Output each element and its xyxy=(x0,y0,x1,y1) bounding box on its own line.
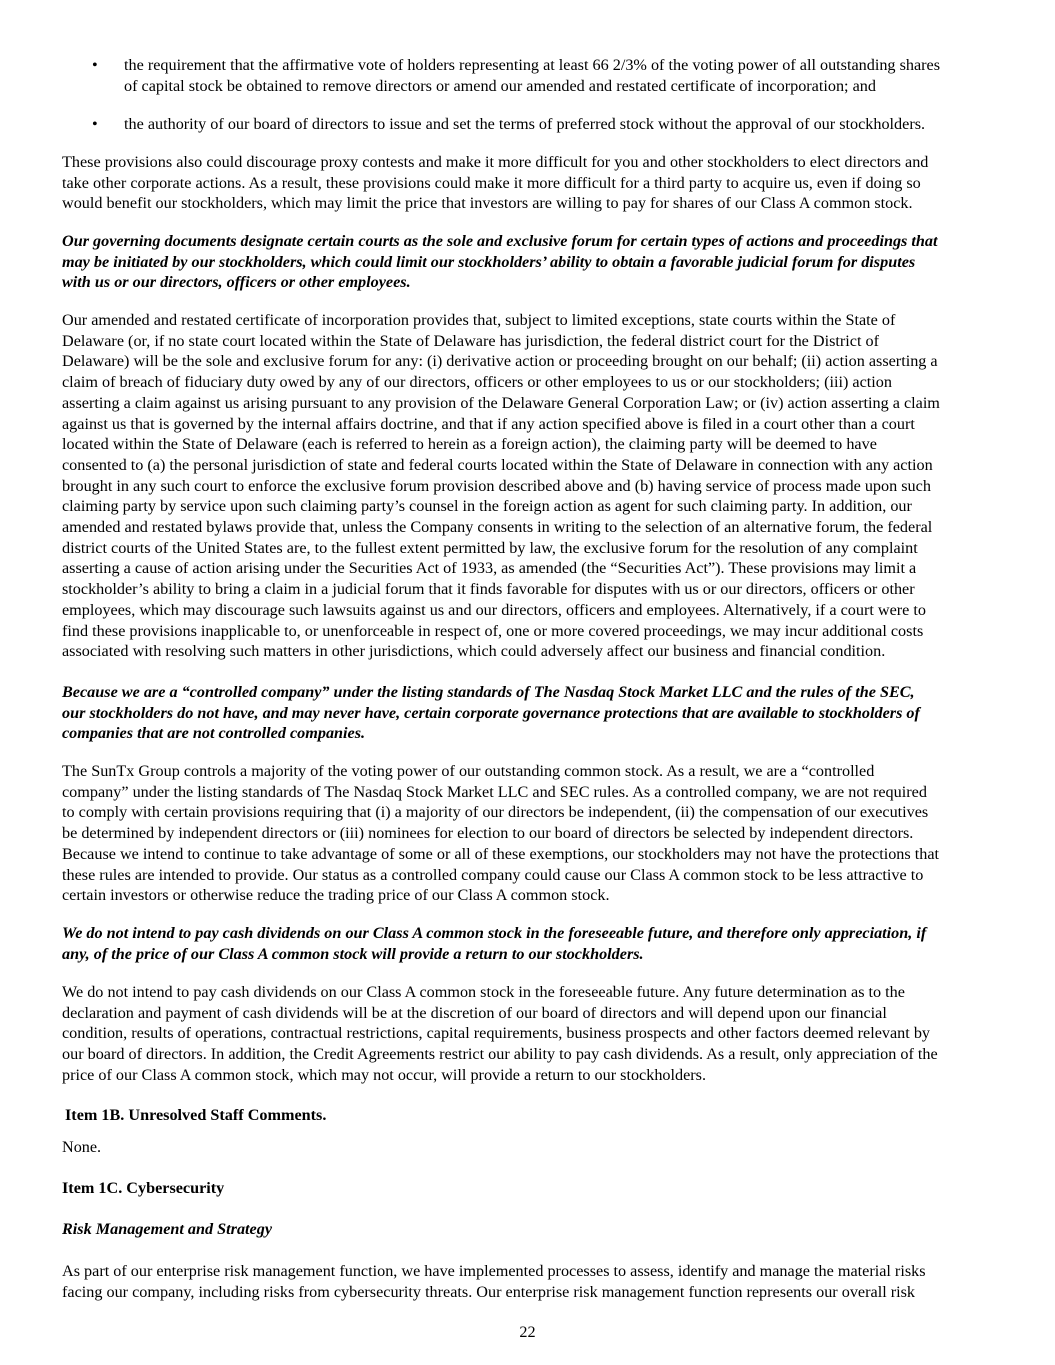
text-line: the requirement that the affirmative vote of holders representing at least 66 2/3% of the voting power of all outstanding shares xyxy=(124,56,941,74)
text-line: Because we intend to continue to take advantage of some or all of these exemptions, our stockholders may not have the protections that xyxy=(62,844,940,863)
risk-heading-controlled-company xyxy=(62,682,1002,744)
text-line: We do not intend to pay cash dividends on our Class A common stock in the foreseeable future. Any future determination as to the xyxy=(62,983,905,1001)
text-line: asserting a claim against us arising pursuant to any provision of the Delaware General Corporation Law; or (iv) action asserting a claim xyxy=(62,393,940,412)
paragraph-risk-management xyxy=(62,1261,1002,1302)
section-heading-item-1b: Item 1B. Unresolved Staff Comments. xyxy=(65,1106,327,1124)
text-line: take other corporate actions. As a result, these provisions could make it more difficult for a third party to acquire us, even if doing so xyxy=(62,173,921,192)
text-line: Our amended and restated certificate of incorporation provides that, subject to limited exceptions, state courts within the State of xyxy=(62,311,896,329)
text-line: condition, results of operations, contractual restrictions, capital requirements, business prospects and other factors deemed relevant by xyxy=(62,1024,931,1043)
text-line: against us that is governed by the internal affairs doctrine, and that if any action specified above is filed in a court other than a court xyxy=(62,414,915,433)
text-line: claim of breach of fiduciary duty owed by any of our directors, officers or other employees to us or our stockholders; (iii) action xyxy=(62,373,892,392)
page-number: 22 xyxy=(519,1323,536,1341)
text-line: located within the State of Delaware (each is referred to herein as a foreign action), the claiming party will be deemed to have xyxy=(62,435,877,454)
text-line: price of our Class A common stock, which may not occur, will provide a return to our stockholders. xyxy=(62,1065,707,1084)
text-line: certain investors or otherwise reduce the trading price of our Class A common stock. xyxy=(62,886,610,905)
risk-heading-dividends xyxy=(62,923,1002,964)
text-line: with us or our directors, officers or other employees. xyxy=(62,273,411,292)
text-line: We do not intend to pay cash dividends on our Class A common stock in the foreseeable future, and therefore only appreciation, if xyxy=(62,924,927,942)
text-line: amended and restated bylaws provide that, unless the Company consents in writing to the selection of an alternative forum, the federal xyxy=(62,518,933,537)
text-line: The SunTx Group controls a majority of the voting power of our outstanding common stock. As a result, we are a “controlled xyxy=(62,762,875,780)
item-1b-body: None. xyxy=(62,1138,102,1156)
text-line: Delaware) will be the sole and exclusive forum for any: (i) derivative action or proceeding brought on our behalf; (ii) action asserting a xyxy=(62,352,938,371)
text-line: these rules are intended to provide. Our status as a controlled company could cause our Class A common stock to be less attractive to xyxy=(62,865,924,884)
paragraph-controlled-company xyxy=(62,761,1002,906)
text-line: claiming party by service upon such claiming party’s counsel in the foreign action as agent for such claiming party. In addition, our xyxy=(62,497,912,516)
text-line: Because we are a “controlled company” under the listing standards of The Nasdaq Stock Market LLC and the rules of the SEC, xyxy=(62,683,915,701)
text-line: be determined by independent directors or (iii) nominees for election to our board of directors be selected by independent directors. xyxy=(62,824,914,843)
text-line: stockholder’s ability to bring a claim in a judicial forum that it finds favorable for disputes with us or our directors, officers or other xyxy=(62,580,915,599)
paragraph-provisions xyxy=(62,152,1002,214)
text-line: asserting a cause of action arising under the Securities Act of 1933, as amended (the “Securities Act”). These provisions may limit a xyxy=(62,559,917,578)
text-line: Delaware (or, if no state court located within the State of Delaware has jurisdiction, the federal district court for the District of xyxy=(62,331,879,350)
text-line: find these provisions inapplicable to, or unenforceable in respect of, one or more covered proceedings, we may incur additional costs xyxy=(62,621,924,640)
text-line: would benefit our stockholders, which may limit the price that investors are willing to pay for shares of our Class A common stock. xyxy=(62,194,913,213)
bullet-icon: • xyxy=(92,56,98,74)
text-line: the authority of our board of directors to issue and set the terms of preferred stock without the approval of our stockholders. xyxy=(124,115,926,133)
text-line: brought in any such court to enforce the exclusive forum provision described above and (b) having service of process made upon such xyxy=(62,476,931,495)
text-line: our board of directors. In addition, the Credit Agreements restrict our ability to pay cash dividends. As a result, only appreciation of the xyxy=(62,1045,938,1064)
text-line: associated with resolving such matters in other jurisdictions, which could adversely affect our business and financial condition. xyxy=(62,642,886,661)
bullet-icon: • xyxy=(92,115,98,133)
text-line: These provisions also could discourage proxy contests and make it more difficult for you and other stockholders to elect directors and xyxy=(62,153,929,171)
text-line: declaration and payment of cash dividends will be at the discretion of our board of directors and will depend upon our financial xyxy=(62,1003,887,1022)
text-line: our stockholders do not have, and may never have, certain corporate governance protections that are available to stockholders of xyxy=(62,703,920,722)
text-line: may be initiated by our stockholders, which could limit our stockholders’ ability to obtain a favorable judicial forum for disputes xyxy=(62,252,916,271)
text-line: company” under the listing standards of The Nasdaq Stock Market LLC and SEC rules. As a controlled company, we are not required xyxy=(62,782,927,801)
risk-heading-exclusive-forum xyxy=(62,231,1002,293)
text-line: companies that are not controlled companies. xyxy=(62,724,366,743)
text-line: to comply with certain provisions requiring that (i) a majority of our directors be independent, (ii) the compensation of our executives xyxy=(62,803,929,822)
section-heading-item-1c: Item 1C. Cybersecurity xyxy=(62,1179,225,1197)
text-line: district courts of the United States are, to the fullest extent permitted by law, the exclusive forum for the resolution of any complaint xyxy=(62,538,918,557)
paragraph-exclusive-forum xyxy=(62,310,1002,662)
text-line: Our governing documents designate certain courts as the sole and exclusive forum for certain types of actions and proceedings that xyxy=(62,232,938,250)
text-line: facing our company, including risks from cybersecurity threats. Our enterprise risk management function represents our overall risk xyxy=(62,1282,916,1301)
paragraph-dividends xyxy=(62,982,1002,1086)
text-line: of capital stock be obtained to remove directors or amend our amended and restated certificate of incorporation; and xyxy=(124,76,876,95)
text-line: any, of the price of our Class A common stock will provide a return to our stockholders. xyxy=(62,944,644,963)
text-line: consented to (a) the personal jurisdiction of state and federal courts located within the State of Delaware in connection with any action xyxy=(62,455,933,474)
text-line: As part of our enterprise risk management function, we have implemented processes to assess, identify and manage the material risks xyxy=(62,1262,926,1280)
text-line: employees, which may discourage such lawsuits against us and our directors, officers and employees. Alternatively, if a court were to xyxy=(62,600,926,619)
subheading-risk-management: Risk Management and Strategy xyxy=(62,1220,273,1238)
